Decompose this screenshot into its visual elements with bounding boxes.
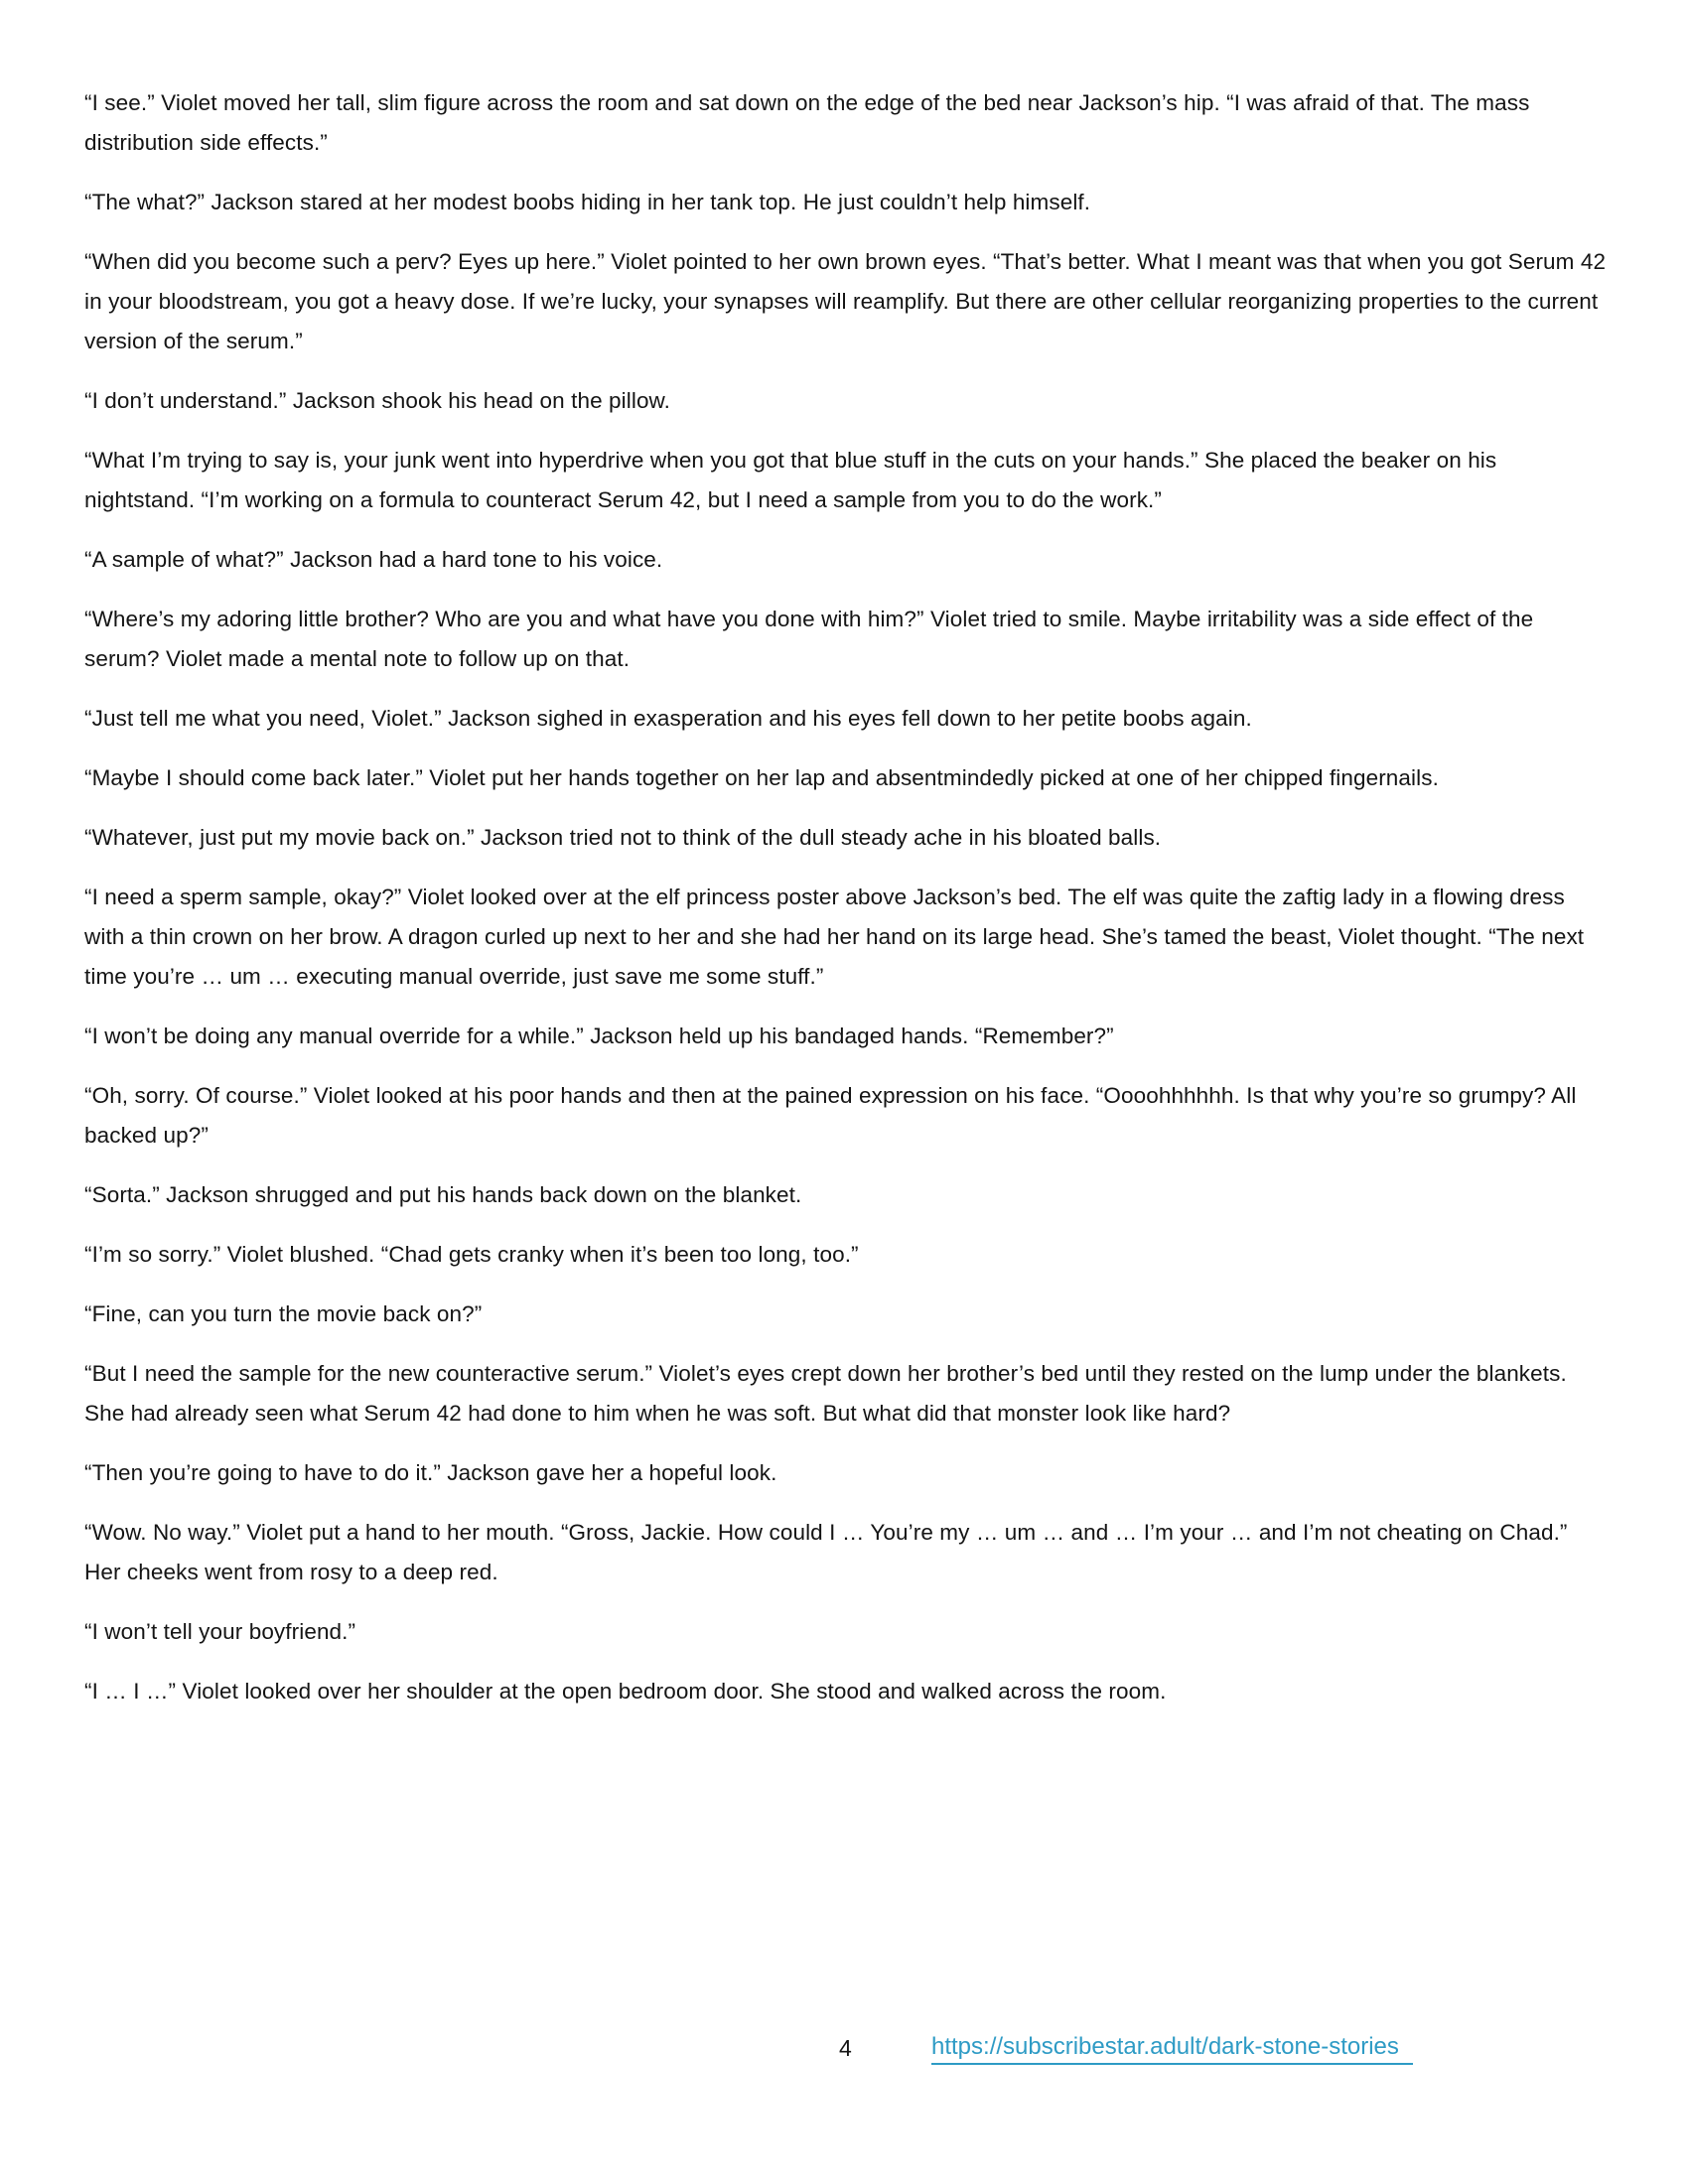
paragraph: “Oh, sorry. Of course.” Violet looked at his poor hands and then at the pained expression on his face. “Oooohhhhhh. Is that why you’re so grumpy? All backed up?” [84,1083,1577,1148]
paragraph: “I don’t understand.” Jackson shook his head on the pillow. [84,388,671,413]
paragraph: “A sample of what?” Jackson had a hard tone to his voice. [84,547,663,572]
story-text [84,83,1607,1731]
page-number: 4 [839,2035,852,2061]
paragraph: “I need a sperm sample, okay?” Violet looked over at the elf princess poster above Jackson’s bed. The elf was quite the zaftig lady in a flowing dress with a thin crown on her brow. A dragon curled up next to her and she had her hand on its large head. She’s tamed the beast, Violet thought. “The next time you’re … um … executing manual override, just save me some stuff.” [84,885,1585,989]
paragraph: “I won’t be doing any manual override for a while.” Jackson held up his bandaged hands. “Remember?” [84,1024,1114,1048]
paragraph: “I see.” Violet moved her tall, slim figure across the room and sat down on the edge of the bed near Jackson’s hip. “I was afraid of that. The mass distribution side effects.” [84,90,1530,155]
paragraph: “Just tell me what you need, Violet.” Jackson sighed in exasperation and his eyes fell down to her petite boobs again. [84,706,1252,731]
paragraph: “Fine, can you turn the movie back on?” [84,1301,483,1326]
paragraph: “I’m so sorry.” Violet blushed. “Chad gets cranky when it’s been too long, too.” [84,1242,859,1267]
page-footer [0,2033,1688,2083]
subscribestar-link[interactable]: https://subscribestar.adult/dark-stone-stories [931,2033,1413,2065]
paragraph: “I … I …” Violet looked over her shoulder at the open bedroom door. She stood and walked across the room. [84,1679,1167,1704]
paragraph: “Maybe I should come back later.” Violet put her hands together on her lap and absentmindedly picked at one of her chipped fingernails. [84,765,1439,790]
paragraph: “Sorta.” Jackson shrugged and put his hands back down on the blanket. [84,1182,802,1207]
paragraph: “Then you’re going to have to do it.” Jackson gave her a hopeful look. [84,1460,777,1485]
paragraph: “Where’s my adoring little brother? Who are you and what have you done with him?” Violet tried to smile. Maybe irritability was a side effect of the serum? Violet made a mental note to follow up on that. [84,607,1534,671]
paragraph: “The what?” Jackson stared at her modest boobs hiding in her tank top. He just couldn’t help himself. [84,190,1091,214]
paragraph: “But I need the sample for the new counteractive serum.” Violet’s eyes crept down her brother’s bed until they rested on the lump under the blankets. She had already seen what Serum 42 had done to him when he was soft. But what did that monster look like hard? [84,1361,1567,1426]
paragraph: “I won’t tell your boyfriend.” [84,1619,356,1644]
paragraph: “When did you become such a perv? Eyes up here.” Violet pointed to her own brown eyes. “That’s better. What I meant was that when you got Serum 42 in your bloodstream, you got a heavy dose. If we’re lucky, your synapses will reamplify. But there are other cellular reorganizing properties to the current version of the serum.” [84,249,1607,353]
paragraph: “Whatever, just put my movie back on.” Jackson tried not to think of the dull steady ache in his bloated balls. [84,825,1162,850]
paragraph: “What I’m trying to say is, your junk went into hyperdrive when you got that blue stuff in the cuts on your hands.” She placed the beaker on his nightstand. “I’m working on a formula to counteract Serum 42, but I need a sample from you to do the work.” [84,448,1497,512]
paragraph: “Wow. No way.” Violet put a hand to her mouth. “Gross, Jackie. How could I … You’re my … um … and … I’m your … and I’m not cheating on Chad.” Her cheeks went from rosy to a deep red. [84,1520,1568,1584]
